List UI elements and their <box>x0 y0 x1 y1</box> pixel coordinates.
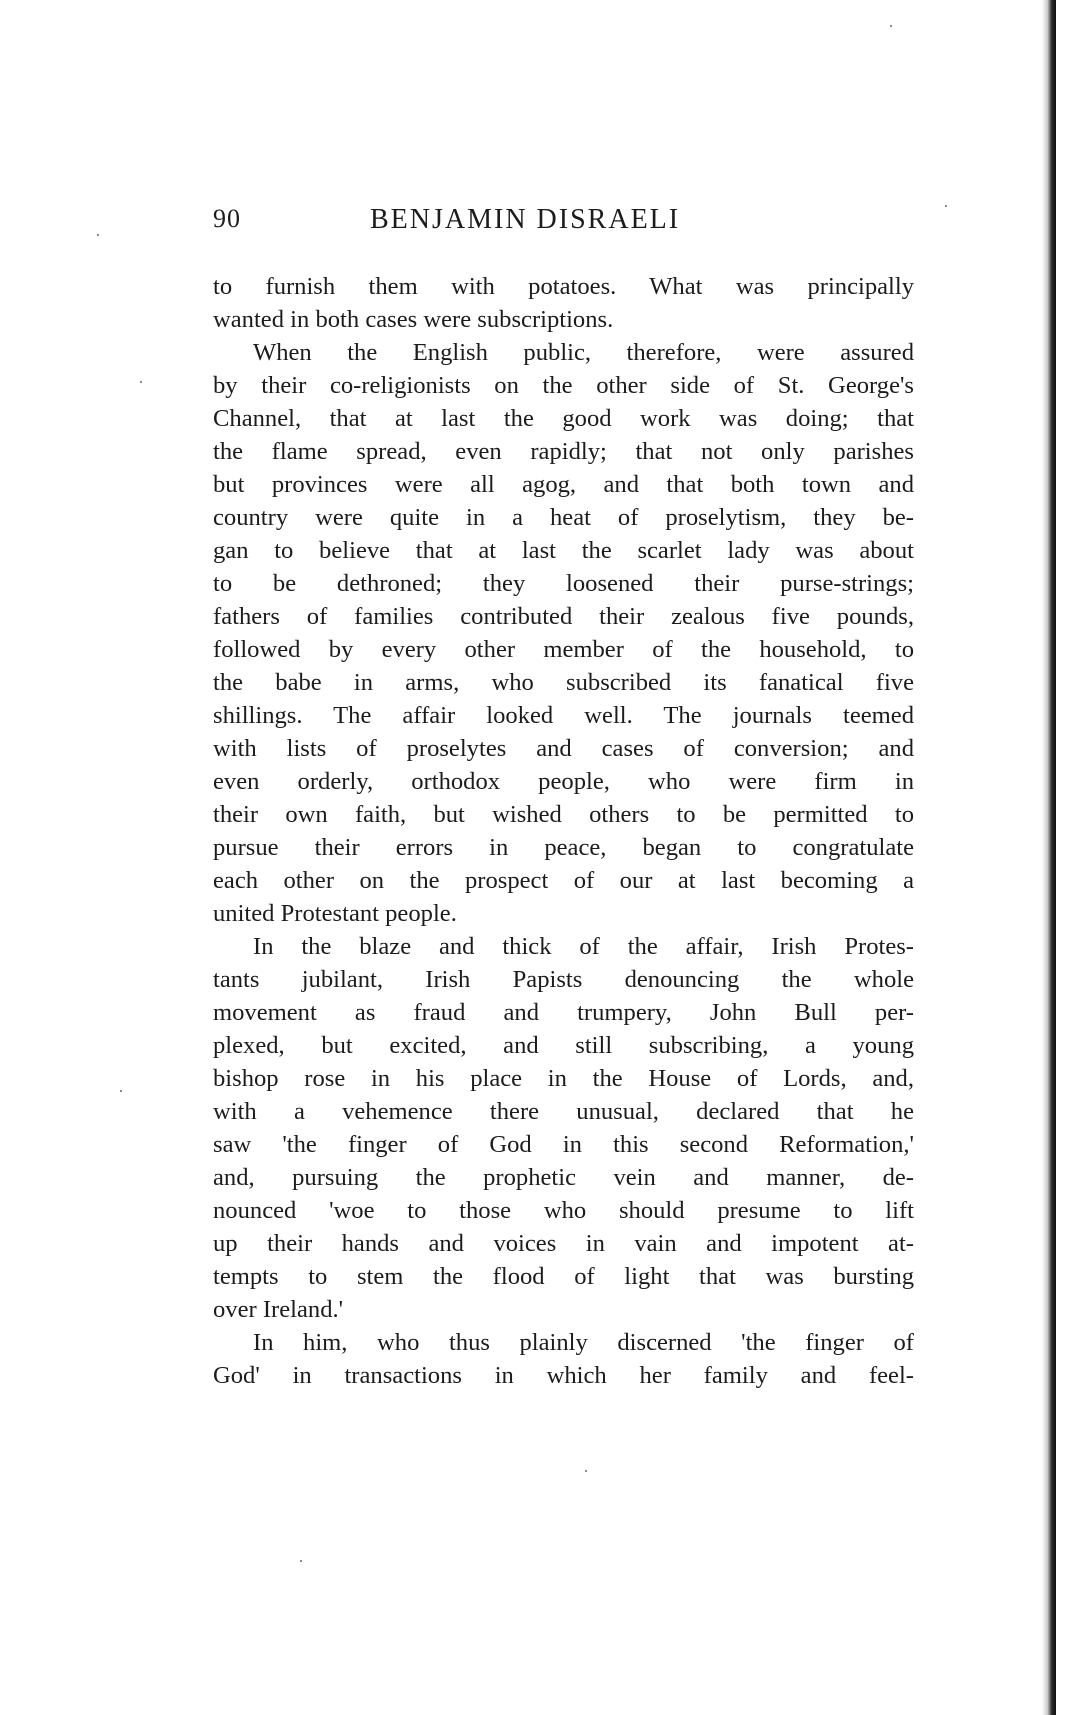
text-line: fathers of families contributed their zealous five pounds, <box>213 603 914 630</box>
scan-speck <box>945 205 947 207</box>
text-line: saw 'the finger of God in this second Reformation,' <box>213 1131 914 1158</box>
text-line: pursue their errors in peace, began to congratulate <box>213 834 914 861</box>
body-text <box>213 270 914 1392</box>
text-line: In him, who thus plainly discerned 'the finger of <box>253 1329 914 1356</box>
text-line: to furnish them with potatoes. What was principally <box>213 273 914 300</box>
text-line: up their hands and voices in vain and impotent at- <box>213 1230 914 1257</box>
text-line: country were quite in a heat of proselytism, they be- <box>213 504 914 531</box>
text-line: When the English public, therefore, were assured <box>253 339 914 366</box>
text-line: with lists of proselytes and cases of conversion; and <box>213 735 914 762</box>
text-line: united Protestant people. <box>213 900 457 927</box>
text-line: even orderly, orthodox people, who were firm in <box>213 768 914 795</box>
page-number: 90 <box>213 204 241 233</box>
scan-speck <box>140 381 142 383</box>
text-line: the flame spread, even rapidly; that not only parishes <box>213 438 914 465</box>
text-line: to be dethroned; they loosened their purse-strings; <box>213 570 914 597</box>
text-line: shillings. The affair looked well. The journals teemed <box>213 702 914 729</box>
scan-speck <box>120 1090 122 1092</box>
text-line: by their co-religionists on the other side of St. George's <box>213 372 914 399</box>
text-line: and, pursuing the prophetic vein and manner, de- <box>213 1164 914 1191</box>
text-line: the babe in arms, who subscribed its fanatical five <box>213 669 914 696</box>
text-line: In the blaze and thick of the affair, Irish Protes- <box>253 933 914 960</box>
page-header <box>213 204 913 244</box>
text-line: plexed, but excited, and still subscribing, a young <box>213 1032 914 1059</box>
scan-speck <box>300 1560 302 1562</box>
text-line: nounced 'woe to those who should presume to lift <box>213 1197 914 1224</box>
text-line: bishop rose in his place in the House of Lords, and, <box>213 1065 914 1092</box>
text-line: wanted in both cases were subscriptions. <box>213 306 614 333</box>
text-line: over Ireland.' <box>213 1296 344 1323</box>
text-line: but provinces were all agog, and that both town and <box>213 471 914 498</box>
scan-speck <box>585 1470 587 1472</box>
text-line: tempts to stem the flood of light that was bursting <box>213 1263 914 1290</box>
text-line: God' in transactions in which her family and feel- <box>213 1362 914 1389</box>
page-binding-edge <box>1042 0 1056 1715</box>
text-line: movement as fraud and trumpery, John Bull per- <box>213 999 914 1026</box>
text-line: tants jubilant, Irish Papists denouncing the whole <box>213 966 914 993</box>
running-head: BENJAMIN DISRAELI <box>370 204 681 235</box>
text-line: gan to believe that at last the scarlet lady was about <box>213 537 914 564</box>
scan-speck <box>890 25 892 27</box>
text-line: followed by every other member of the household, to <box>213 636 914 663</box>
text-line: with a vehemence there unusual, declared that he <box>213 1098 914 1125</box>
text-line: Channel, that at last the good work was doing; that <box>213 405 914 432</box>
text-line: each other on the prospect of our at last becoming a <box>213 867 914 894</box>
text-line: their own faith, but wished others to be permitted to <box>213 801 914 828</box>
scan-speck <box>97 234 99 236</box>
